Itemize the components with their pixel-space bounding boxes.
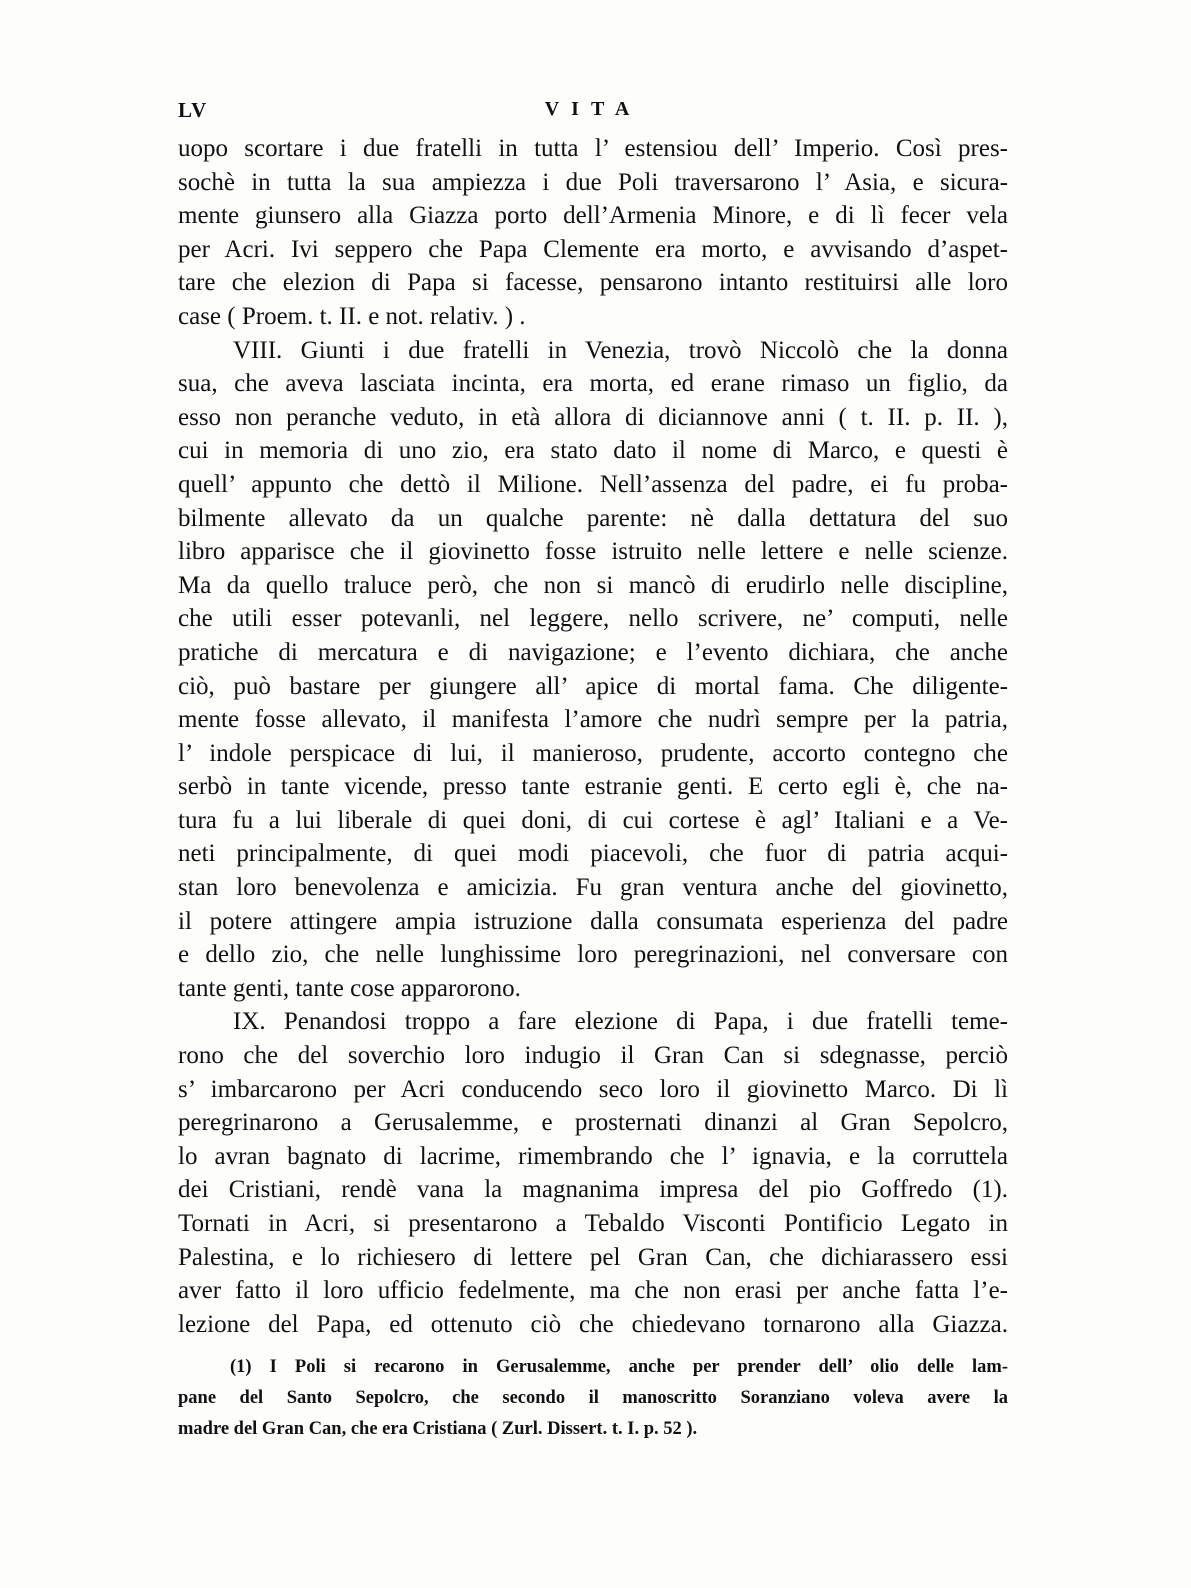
text-line: aver fatto il loro ufficio fedelmente, ma che non erasi per anche fatta l’e- (178, 1277, 1008, 1305)
text-line: tante genti, tante cose apparorono. (178, 974, 521, 1002)
text-line: quell’ appunto che dettò il Milione. Nell’assenza del padre, ei fu proba- (178, 470, 1008, 498)
text-line: pratiche di mercatura e di navigazione; e l’evento dichiara, che anche (178, 638, 1008, 666)
text-line: dei Cristiani, rendè vana la magnanima impresa del pio Goffredo (1). (178, 1176, 1008, 1204)
footnote (178, 1352, 1008, 1445)
page-header (178, 98, 1008, 128)
text-line: esso non peranche veduto, in età allora di diciannove anni ( t. II. p. II. ), (178, 403, 1008, 431)
footnote-line: madre del Gran Can, che era Cristiana ( Zurl. Dissert. t. I. p. 52 ). (178, 1419, 698, 1439)
text-line: tare che elezion di Papa si facesse, pensarono intanto restituirsi alle loro (178, 269, 1008, 297)
text-line: case ( Proem. t. II. e not. relativ. ) . (178, 302, 526, 330)
text-line: stan loro benevolenza e amicizia. Fu gran ventura anche del giovinetto, (178, 874, 1008, 902)
text-line: bilmente allevato da un qualche parente: nè dalla dettatura del suo (178, 504, 1008, 532)
text-line: l’ indole perspicace di lui, il manieroso, prudente, accorto contegno che (178, 739, 1008, 767)
text-line: s’ imbarcarono per Acri conducendo seco loro il giovinetto Marco. Di lì (178, 1075, 1008, 1103)
paragraph-start-line: VIII. Giunti i due fratelli in Venezia, trovò Niccolò che la donna (233, 336, 1008, 364)
text-line: Tornati in Acri, si presentarono a Tebaldo Visconti Pontificio Legato in (178, 1210, 1008, 1237)
text-line: Ma da quello traluce però, che non si mancò di erudirlo nelle discipline, (178, 571, 1008, 599)
text-line: libro apparisce che il giovinetto fosse istruito nelle lettere e nelle scienze. (178, 538, 1008, 566)
text-line: neti principalmente, di quei modi piacevoli, che fuor di patria acqui- (178, 840, 1008, 868)
text-line: mente giunsero alla Giazza porto dell’Armenia Minore, e di lì fecer vela (178, 202, 1008, 230)
text-line: peregrinarono a Gerusalemme, e prosternati dinanzi al Gran Sepolcro, (178, 1109, 1008, 1137)
text-line: lezione del Papa, ed ottenuto ciò che chiedevano tornarono alla Giazza. (178, 1310, 1008, 1338)
text-line: serbò in tante vicende, presso tante estranie genti. E certo egli è, che na- (178, 773, 1008, 801)
text-line: rono che del soverchio loro indugio il Gran Can si sdegnasse, perciò (178, 1042, 1008, 1070)
text-line: e dello zio, che nelle lunghissime loro peregrinazioni, nel conversare con (178, 941, 1008, 969)
text-line: mente fosse allevato, il manifesta l’amore che nudrì sempre per la patria, (178, 706, 1008, 734)
text-line: ciò, può bastare per giungere all’ apice di mortal fama. Che diligente- (178, 672, 1008, 700)
footnote-line: (1) I Poli si recarono in Gerusalemme, anche per prender dell’ olio delle lam- (230, 1357, 1008, 1377)
text-line: che utili esser potevanli, nel leggere, nello scrivere, ne’ computi, nelle (178, 605, 1008, 633)
text-line: cui in memoria di uno zio, era stato dato il nome di Marco, e questi è (178, 437, 1008, 465)
text-line: il potere attingere ampia istruzione dalla consumata esperienza del padre (178, 907, 1008, 935)
text-line: sochè in tutta la sua ampiezza i due Poli traversarono l’ Asia, e sicura- (178, 168, 1008, 196)
footnote-line: pane del Santo Sepolcro, che secondo il manoscritto Soranziano voleva avere la (178, 1388, 1008, 1408)
paragraph-start-line: IX. Penandosi troppo a fare elezione di Papa, i due fratelli teme- (233, 1008, 1008, 1036)
text-line: tura fu a lui liberale di quei doni, di cui cortese è agl’ Italiani e a Ve- (178, 806, 1008, 834)
page-number: LV (178, 98, 208, 122)
text-line: Palestina, e lo richiesero di lettere pel Gran Can, che dichiarassero essi (178, 1243, 1008, 1271)
running-title: VITA (544, 98, 642, 120)
main-text (178, 132, 1008, 1341)
text-line: sua, che aveva lasciata incinta, era morta, ed erane rimaso un figlio, da (178, 370, 1008, 398)
text-line: per Acri. Ivi seppero che Papa Clemente era morto, e avvisando d’aspet- (178, 235, 1008, 263)
text-line: uopo scortare i due fratelli in tutta l’ estensiou dell’ Imperio. Così pres- (178, 135, 1008, 162)
text-line: lo avran bagnato di lacrime, rimembrando che l’ ignavia, e la corruttela (178, 1142, 1008, 1170)
